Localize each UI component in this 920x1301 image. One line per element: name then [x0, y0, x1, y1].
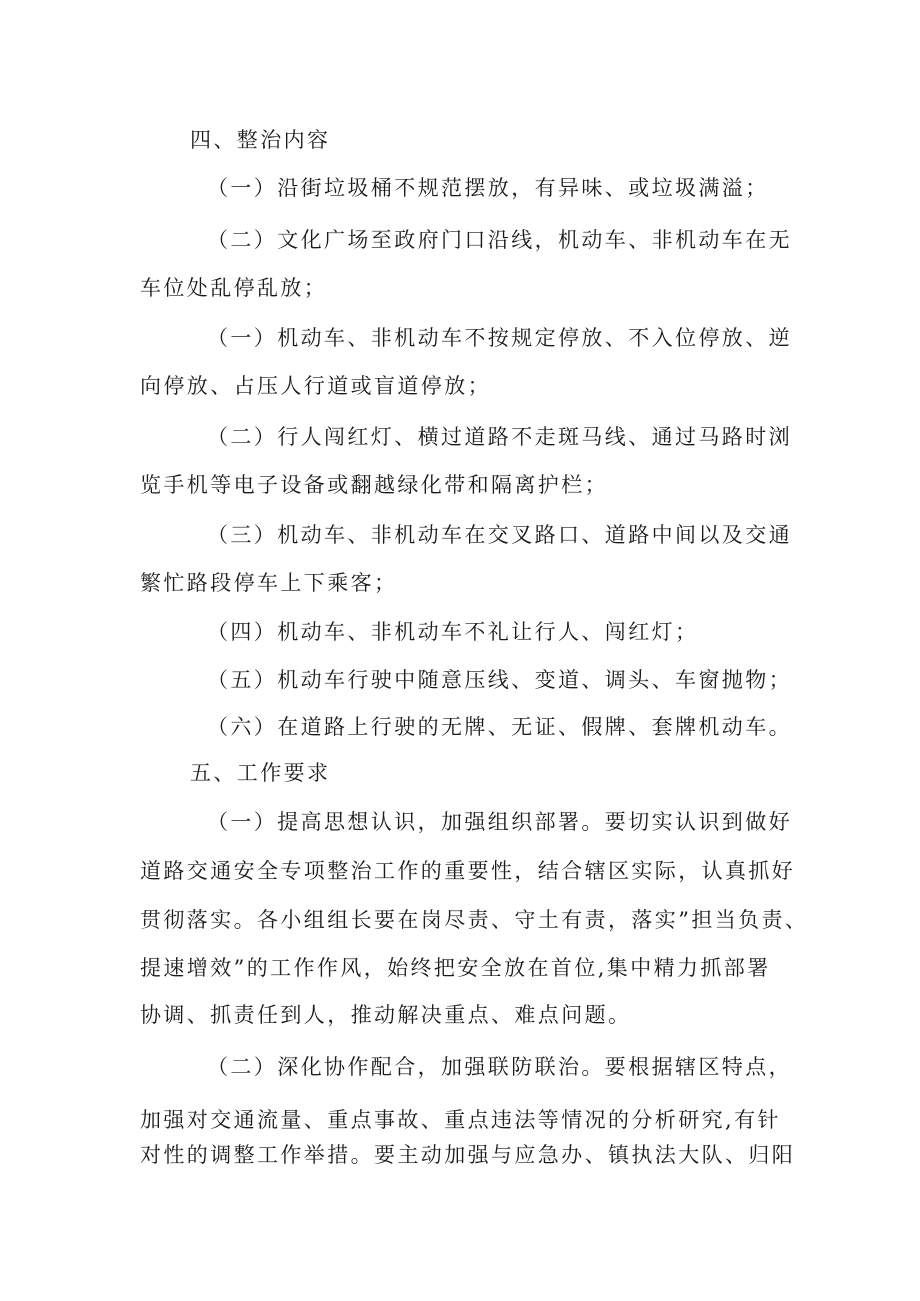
paragraph-line: 贯彻落实。各小组组长要在岗尽责、守土有责，落实”担当负责、 [140, 908, 809, 932]
heading-section-4: 四、整治内容 [190, 128, 331, 152]
paragraph-line: （二）文化广场至政府门口沿线，机动车、非机动车在无 [207, 228, 792, 252]
paragraph-line: （二）行人闯红灯、横过道路不走斑马线、通过马路时浏 [207, 425, 792, 449]
paragraph-line: 提速增效”的工作作风，始终把安全放在首位,集中精力抓部署 [140, 956, 771, 980]
paragraph-line: 对性的调整工作举措。要主动加强与应急办、镇执法大队、归阳 [140, 1143, 796, 1167]
paragraph-line: （一）提高思想认识，加强组织部署。要切实认识到做好 [207, 810, 792, 834]
paragraph-line: 览手机等电子设备或翻越绿化带和隔离护栏； [140, 473, 608, 497]
paragraph-line: （五）机动车行驶中随意压线、变道、调头、车窗抛物； [207, 668, 792, 692]
paragraph-line: 车位处乱停乱放； [140, 276, 328, 300]
paragraph-line: 协调、抓责任到人，推动解决重点、难点问题。 [140, 1003, 632, 1027]
paragraph-line: （四）机动车、非机动车不礼让行人、闯红灯； [207, 620, 699, 644]
paragraph-line: （三）机动车、非机动车在交叉路口、道路中间以及交通 [207, 523, 792, 547]
paragraph-line: （一）沿街垃圾桶不规范摆放，有异味、或垃圾满溢； [207, 176, 769, 200]
paragraph-line: （二）深化协作配合，加强联防联治。要根据辖区特点， [207, 1055, 792, 1079]
paragraph-line: （六）在道路上行驶的无牌、无证、假牌、套牌机动车。 [207, 715, 792, 739]
paragraph-line: 向停放、占压人行道或盲道停放； [140, 374, 491, 398]
paragraph-line: 道路交通安全专项整治工作的重要性，结合辖区实际，认真抓好 [140, 859, 796, 883]
paragraph-line: 繁忙路段停车上下乘客； [140, 571, 398, 595]
paragraph-line: （一）机动车、非机动车不按规定停放、不入位停放、逆 [207, 326, 792, 350]
paragraph-line: 加强对交通流量、重点事故、重点违法等情况的分析研究,有针 [140, 1108, 781, 1132]
heading-section-5: 五、工作要求 [190, 761, 331, 785]
